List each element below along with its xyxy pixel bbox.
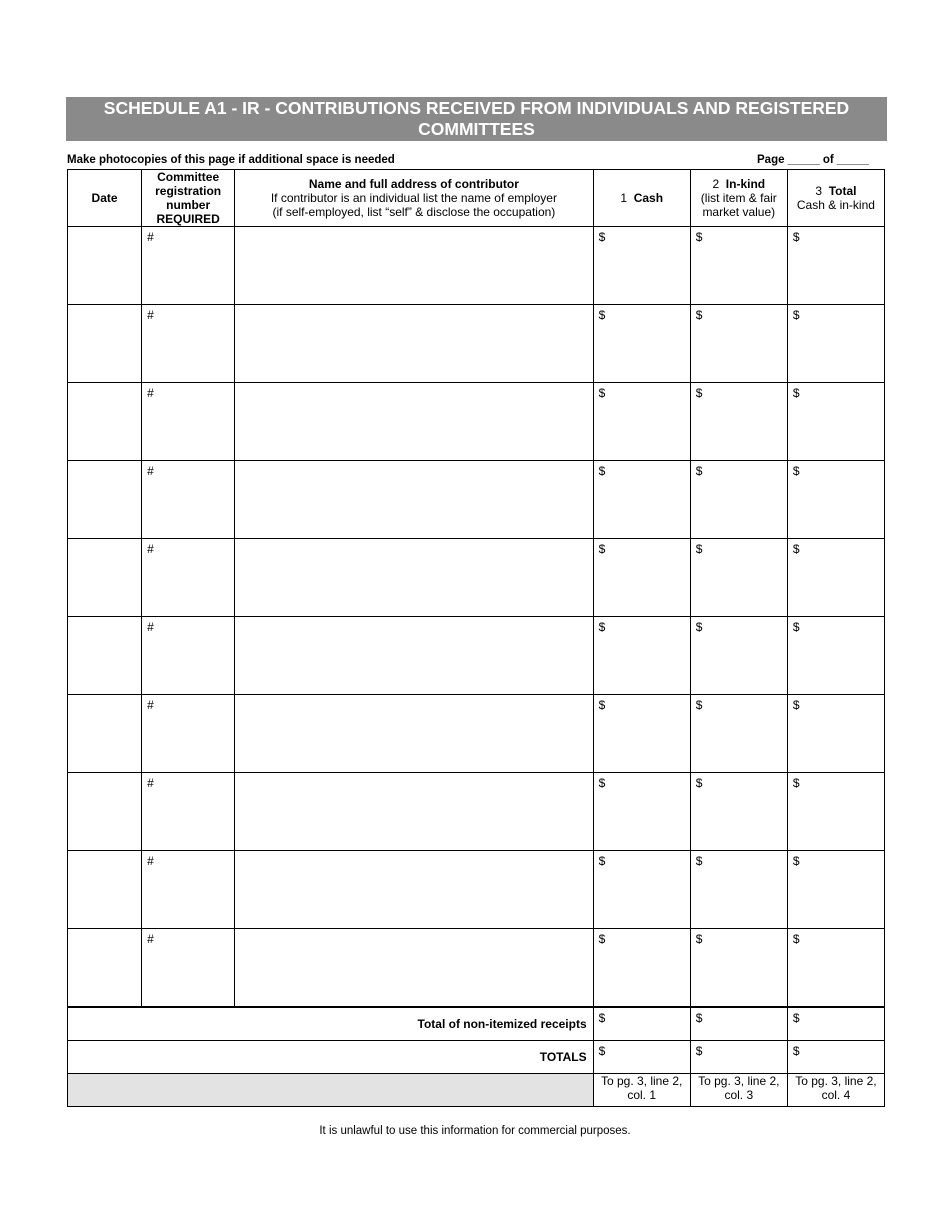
contributor-cell[interactable] bbox=[235, 695, 593, 773]
cash-cell[interactable]: $ bbox=[593, 929, 690, 1008]
date-cell[interactable] bbox=[68, 539, 142, 617]
cash-destination: To pg. 3, line 2, col. 1 bbox=[593, 1074, 690, 1107]
inkind-cell[interactable]: $ bbox=[690, 851, 787, 929]
committee-number-cell[interactable]: # bbox=[142, 773, 235, 851]
totals-cash-cell[interactable]: $ bbox=[593, 1041, 690, 1074]
inkind-cell[interactable]: $ bbox=[690, 227, 787, 305]
committee-number-cell[interactable]: # bbox=[142, 695, 235, 773]
committee-number-column-header: Committee registration number REQUIRED bbox=[142, 170, 235, 227]
date-cell[interactable] bbox=[68, 383, 142, 461]
total-cell[interactable]: $ bbox=[787, 305, 884, 383]
total-cell[interactable]: $ bbox=[787, 851, 884, 929]
cash-cell[interactable]: $ bbox=[593, 539, 690, 617]
inkind-cell[interactable]: $ bbox=[690, 539, 787, 617]
committee-number-cell[interactable]: # bbox=[142, 617, 235, 695]
cash-cell[interactable]: $ bbox=[593, 461, 690, 539]
totals-label: TOTALS bbox=[68, 1041, 594, 1074]
total-cell[interactable]: $ bbox=[787, 383, 884, 461]
non-itemized-row bbox=[68, 1007, 885, 1041]
inkind-cell[interactable]: $ bbox=[690, 461, 787, 539]
table-row bbox=[68, 305, 885, 383]
contributor-cell[interactable] bbox=[235, 383, 593, 461]
cash-cell[interactable]: $ bbox=[593, 851, 690, 929]
inkind-cell[interactable]: $ bbox=[690, 383, 787, 461]
cash-cell[interactable]: $ bbox=[593, 383, 690, 461]
total-cell[interactable]: $ bbox=[787, 773, 884, 851]
date-cell[interactable] bbox=[68, 461, 142, 539]
inkind-column-header: 2 In-kind (list item & fair market value) bbox=[690, 170, 787, 227]
table-row bbox=[68, 539, 885, 617]
total-cell[interactable]: $ bbox=[787, 539, 884, 617]
date-cell[interactable] bbox=[68, 695, 142, 773]
date-cell[interactable] bbox=[68, 851, 142, 929]
date-cell[interactable] bbox=[68, 929, 142, 1008]
inkind-destination: To pg. 3, line 2, col. 3 bbox=[690, 1074, 787, 1107]
cash-column-header: 1 Cash bbox=[593, 170, 690, 227]
date-cell[interactable] bbox=[68, 305, 142, 383]
committee-number-cell[interactable]: # bbox=[142, 305, 235, 383]
destination-row bbox=[68, 1074, 885, 1107]
total-cell[interactable]: $ bbox=[787, 695, 884, 773]
legal-notice: It is unlawful to use this information for commercial purposes. bbox=[319, 1125, 631, 1137]
table-row bbox=[68, 383, 885, 461]
committee-number-cell[interactable]: # bbox=[142, 929, 235, 1008]
total-column-header: 3 Total Cash & in-kind bbox=[787, 170, 884, 227]
inkind-cell[interactable]: $ bbox=[690, 617, 787, 695]
table-row bbox=[68, 617, 885, 695]
shaded-cell bbox=[68, 1074, 594, 1107]
total-cell[interactable]: $ bbox=[787, 929, 884, 1008]
committee-number-cell[interactable]: # bbox=[142, 539, 235, 617]
contributor-column-header: Name and full address of contributor If contributor is an individual list the name of employer (if self-employed, list “self” & disclose the occupation) bbox=[235, 170, 593, 227]
contributor-cell[interactable] bbox=[235, 461, 593, 539]
non-itemized-label: Total of non-itemized receipts bbox=[68, 1007, 594, 1041]
date-cell[interactable] bbox=[68, 773, 142, 851]
committee-number-cell[interactable]: # bbox=[142, 851, 235, 929]
schedule-title: SCHEDULE A1 - IR - CONTRIBUTIONS RECEIVED FROM INDIVIDUALS AND REGISTERED COMMITTEES bbox=[66, 97, 887, 141]
inkind-cell[interactable]: $ bbox=[690, 929, 787, 1008]
table-row bbox=[68, 461, 885, 539]
totals-inkind-cell[interactable]: $ bbox=[690, 1041, 787, 1074]
totals-row bbox=[68, 1041, 885, 1074]
committee-number-cell[interactable]: # bbox=[142, 461, 235, 539]
table-row bbox=[68, 695, 885, 773]
total-cell[interactable]: $ bbox=[787, 461, 884, 539]
inkind-cell[interactable]: $ bbox=[690, 773, 787, 851]
date-cell[interactable] bbox=[68, 617, 142, 695]
total-destination: To pg. 3, line 2, col. 4 bbox=[787, 1074, 884, 1107]
contributor-cell[interactable] bbox=[235, 227, 593, 305]
contributor-cell[interactable] bbox=[235, 305, 593, 383]
date-column-header: Date bbox=[68, 170, 142, 227]
table-row bbox=[68, 929, 885, 1008]
cash-cell[interactable]: $ bbox=[593, 773, 690, 851]
total-cell[interactable]: $ bbox=[787, 617, 884, 695]
totals-total-cell[interactable]: $ bbox=[787, 1041, 884, 1074]
non-itemized-inkind-cell[interactable]: $ bbox=[690, 1007, 787, 1041]
contributor-cell[interactable] bbox=[235, 617, 593, 695]
page-number-field[interactable]: Page _____ of _____ bbox=[757, 154, 869, 166]
inkind-cell[interactable]: $ bbox=[690, 305, 787, 383]
cash-cell[interactable]: $ bbox=[593, 227, 690, 305]
inkind-cell[interactable]: $ bbox=[690, 695, 787, 773]
contributor-cell[interactable] bbox=[235, 929, 593, 1008]
contributor-cell[interactable] bbox=[235, 773, 593, 851]
non-itemized-total-cell[interactable]: $ bbox=[787, 1007, 884, 1041]
table-header-row bbox=[68, 170, 885, 227]
committee-number-cell[interactable]: # bbox=[142, 227, 235, 305]
committee-number-cell[interactable]: # bbox=[142, 383, 235, 461]
contributor-cell[interactable] bbox=[235, 851, 593, 929]
total-cell[interactable]: $ bbox=[787, 227, 884, 305]
cash-cell[interactable]: $ bbox=[593, 695, 690, 773]
cash-cell[interactable]: $ bbox=[593, 305, 690, 383]
table-row bbox=[68, 227, 885, 305]
table-row bbox=[68, 851, 885, 929]
photocopy-note: Make photocopies of this page if additional space is needed bbox=[67, 154, 395, 166]
contributor-cell[interactable] bbox=[235, 539, 593, 617]
contributions-table bbox=[67, 169, 885, 1107]
table-row bbox=[68, 773, 885, 851]
date-cell[interactable] bbox=[68, 227, 142, 305]
non-itemized-cash-cell[interactable]: $ bbox=[593, 1007, 690, 1041]
cash-cell[interactable]: $ bbox=[593, 617, 690, 695]
